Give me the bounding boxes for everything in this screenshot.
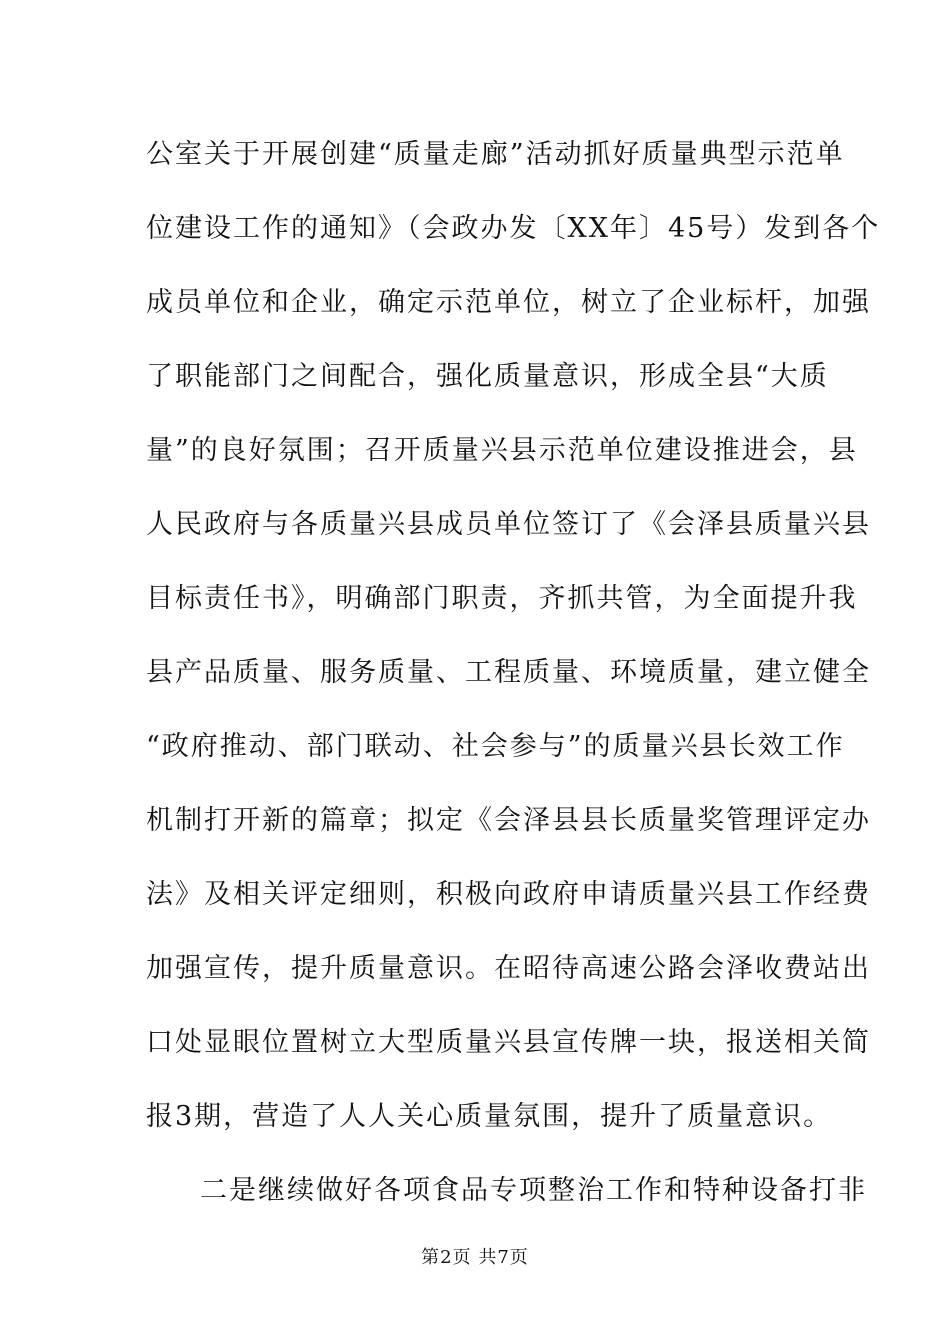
text-line: 目标责任书》，明确部门职责，齐抓共管，为全面提升我	[146, 583, 858, 614]
text-line-paragraph-start: 二是继续做好各项食品专项整治工作和特种设备打非	[200, 1175, 867, 1206]
body-text	[146, 130, 881, 1240]
text-line: 法》及相关评定细则，积极向政府申请质量兴县工作经费	[146, 879, 871, 910]
page-footer: 第2页 共7页	[421, 1247, 529, 1268]
text-line: 了职能部门之间配合，强化质量意识，形成全县“大质	[146, 361, 829, 392]
text-line: 人民政府与各质量兴县成员单位签订了《会泽县质量兴县	[146, 509, 871, 540]
text-line: 量”的良好氛围；召开质量兴县示范单位建设推进会，县	[146, 435, 858, 466]
text-line: 报3期，营造了人人关心质量氛围，提升了质量意识。	[146, 1101, 833, 1132]
text-line: 县产品质量、服务质量、工程质量、环境质量，建立健全	[146, 657, 871, 688]
text-line: 成员单位和企业，确定示范单位，树立了企业标杆，加强	[146, 287, 871, 318]
text-line: 口处显眼位置树立大型质量兴县宣传牌一块，报送相关简	[146, 1027, 871, 1058]
text-line: 加强宣传，提升质量意识。在昭待高速公路会泽收费站出	[146, 953, 871, 984]
text-line: 机制打开新的篇章；拟定《会泽县县长质量奖管理评定办	[146, 805, 871, 836]
text-line: 公室关于开展创建“质量走廊”活动抓好质量典型示范单	[146, 139, 845, 170]
text-line: “政府推动、部门联动、社会参与”的质量兴县长效工作	[146, 731, 845, 762]
text-line: 位建设工作的通知》（会政办发〔XX年〕45号）发到各个	[146, 213, 881, 244]
